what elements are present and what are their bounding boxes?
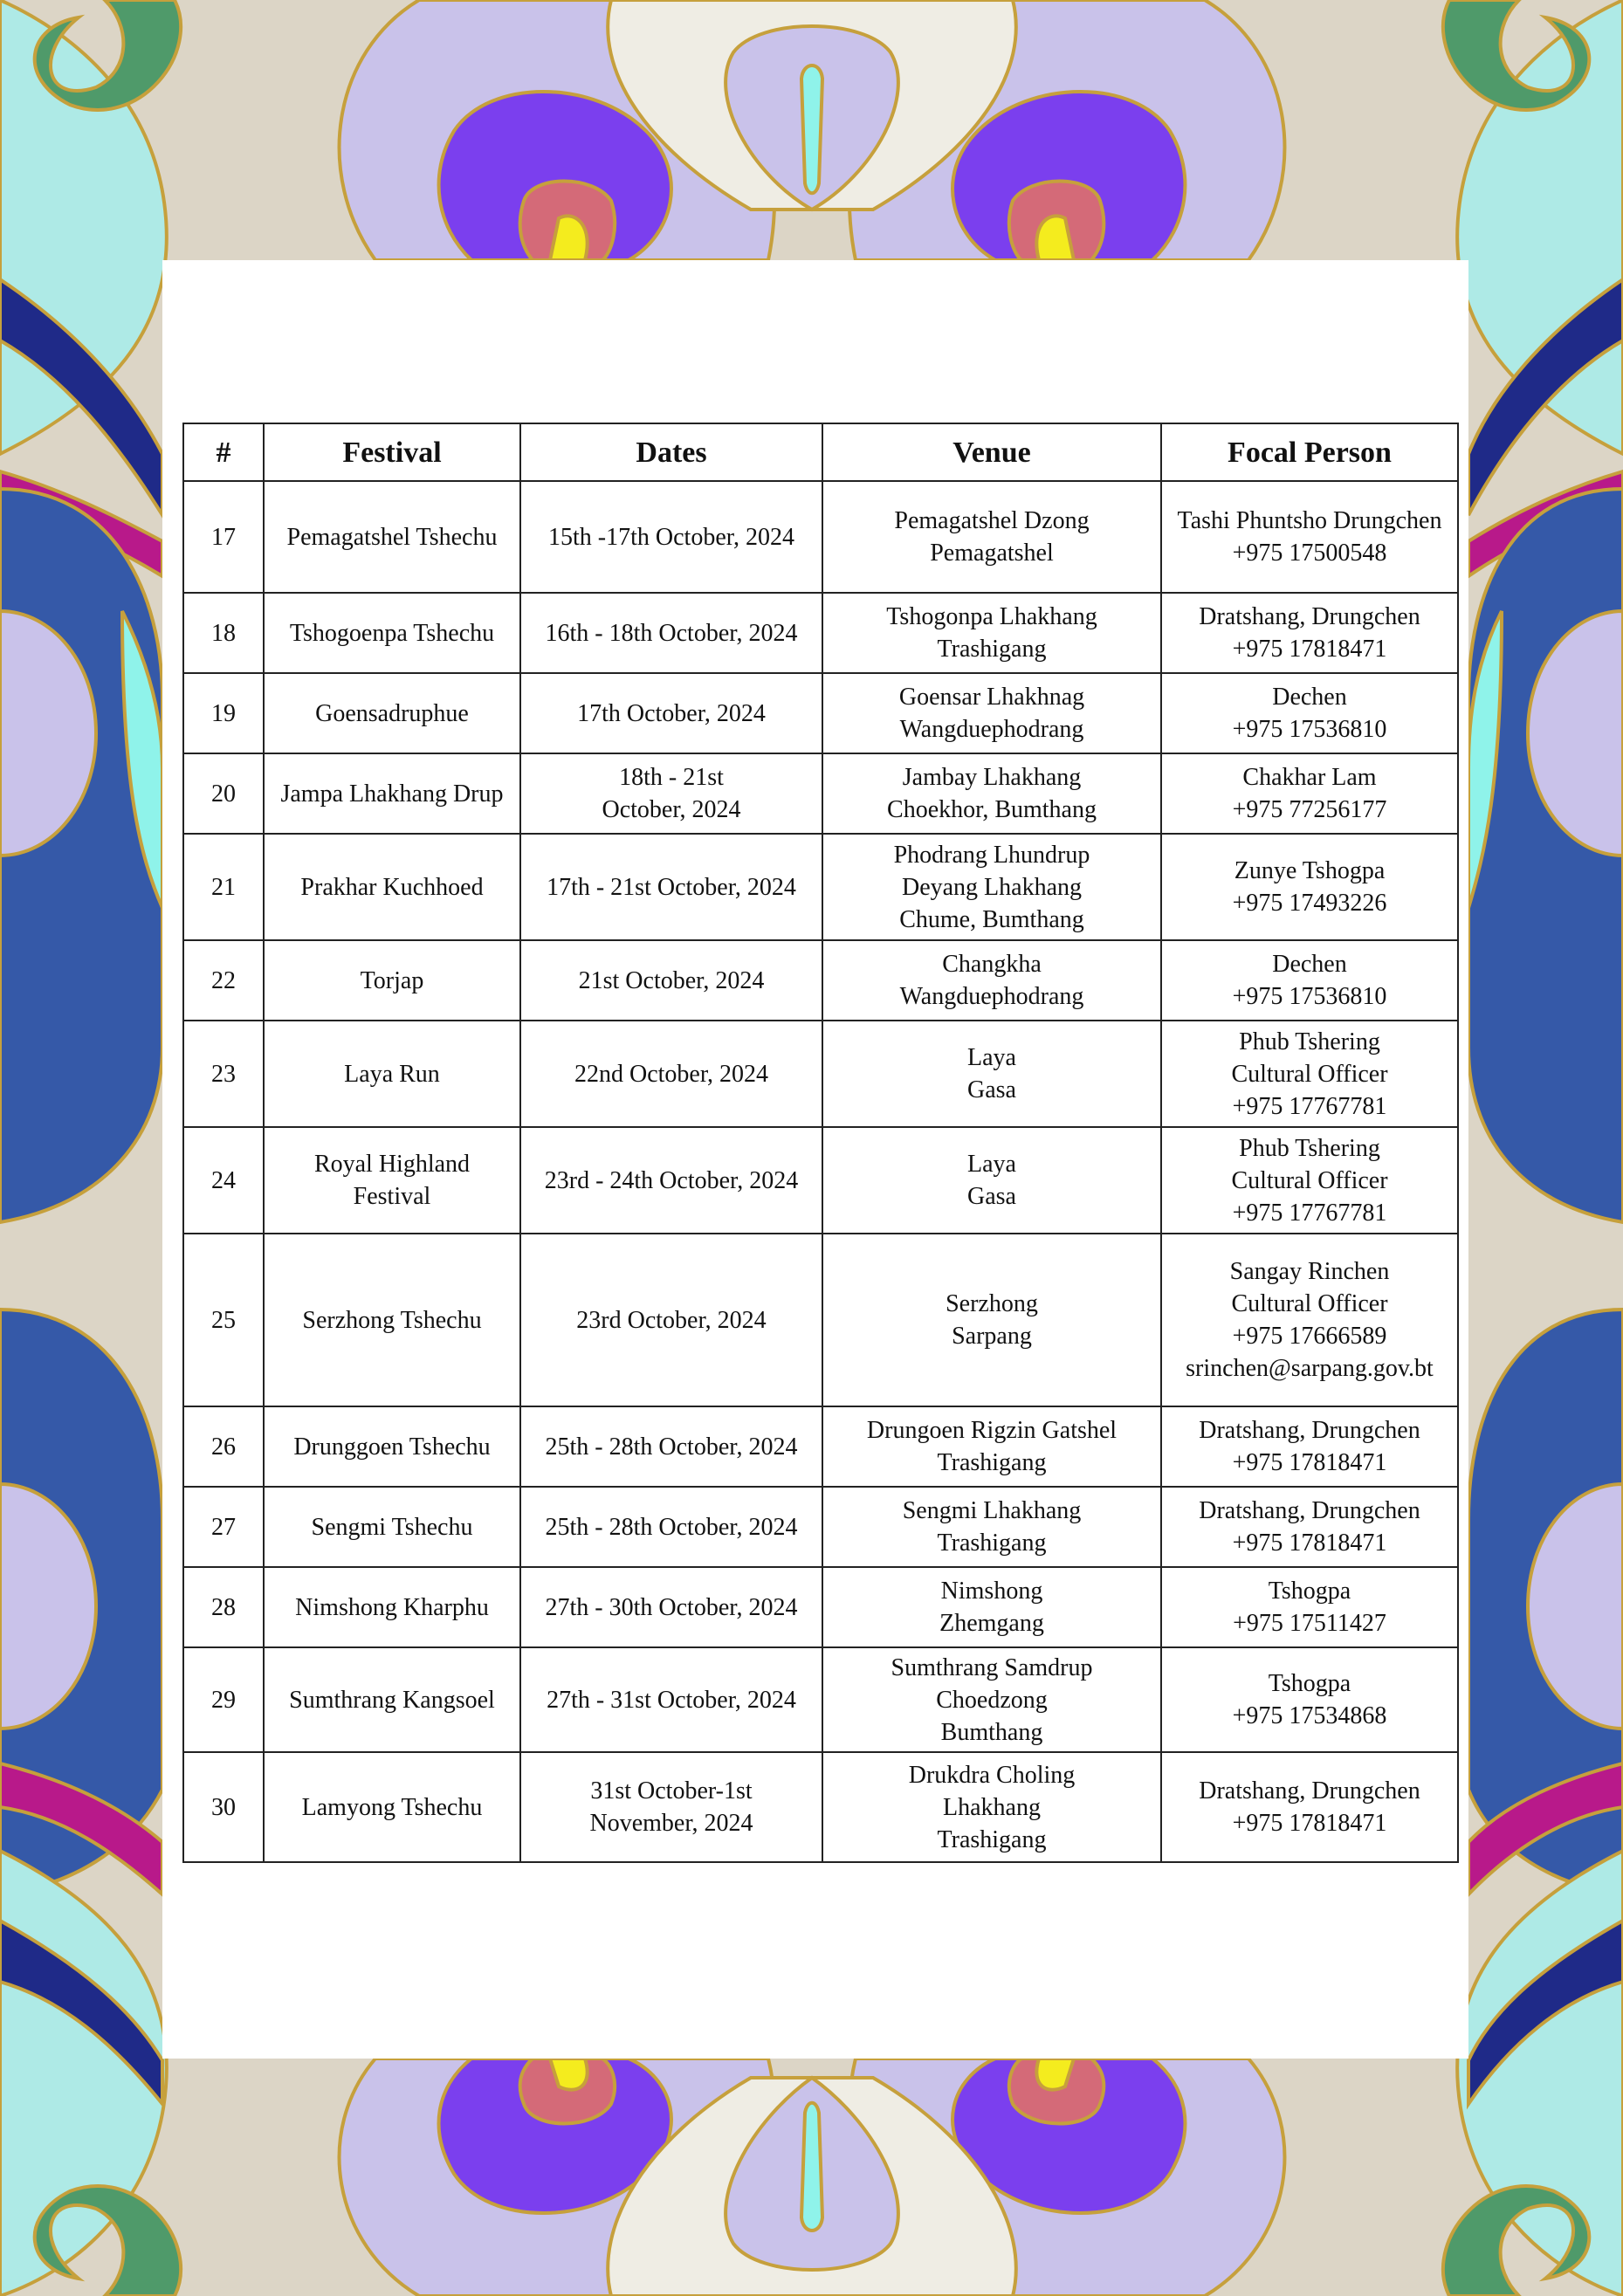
focal-person-line: Zunye Tshogpa bbox=[1234, 857, 1386, 884]
festival-venue-line: Serzhong bbox=[946, 1290, 1038, 1317]
table-row bbox=[183, 1234, 1458, 1406]
festival-venue bbox=[822, 1127, 1161, 1234]
festival-venue-line: Lhakhang bbox=[943, 1793, 1041, 1821]
festival-name-line: Torjap bbox=[360, 966, 424, 994]
table-row bbox=[183, 1567, 1458, 1647]
festival-venue-line: Trashigang bbox=[937, 1449, 1047, 1476]
focal-person bbox=[1161, 753, 1458, 834]
row-number: 29 bbox=[183, 1647, 264, 1752]
festival-dates bbox=[520, 940, 822, 1021]
festival-venue-line: Bumthang bbox=[940, 1718, 1043, 1746]
header-number: # bbox=[183, 423, 264, 481]
festival-venue-line: Sumthrang Samdrup bbox=[891, 1653, 1093, 1681]
festival-venue bbox=[822, 481, 1161, 593]
table-row bbox=[183, 1127, 1458, 1234]
focal-person bbox=[1161, 673, 1458, 753]
festival-venue-line: Choekhor, Bumthang bbox=[887, 796, 1097, 823]
festival-venue-line: Gasa bbox=[967, 1183, 1016, 1210]
festival-name bbox=[264, 940, 520, 1021]
row-number: 21 bbox=[183, 834, 264, 940]
focal-person-line: Tashi Phuntsho Drungchen bbox=[1177, 507, 1442, 534]
festival-name bbox=[264, 1127, 520, 1234]
header-festival: Festival bbox=[264, 423, 520, 481]
focal-person-line: +975 17536810 bbox=[1232, 983, 1387, 1010]
focal-person bbox=[1161, 834, 1458, 940]
focal-person-line: +975 77256177 bbox=[1232, 796, 1387, 823]
festival-venue bbox=[822, 673, 1161, 753]
festival-name bbox=[264, 1647, 520, 1752]
festival-venue-line: Jambay Lhakhang bbox=[902, 764, 1082, 791]
festival-dates-line: 27th - 31st October, 2024 bbox=[547, 1686, 796, 1714]
focal-person bbox=[1161, 1406, 1458, 1487]
focal-person-line: Dechen bbox=[1272, 684, 1347, 711]
festival-venue-line: Laya bbox=[967, 1151, 1016, 1178]
festival-venue bbox=[822, 940, 1161, 1021]
festival-name bbox=[264, 834, 520, 940]
festival-dates-line: 31st October-1st bbox=[590, 1777, 753, 1804]
festival-venue bbox=[822, 1406, 1161, 1487]
festival-dates bbox=[520, 1567, 822, 1647]
festival-venue-line: Tshogonpa Lhakhang bbox=[886, 603, 1097, 630]
festival-name-line: Sengmi Tshechu bbox=[311, 1513, 473, 1541]
festival-name-line: Festival bbox=[353, 1183, 431, 1210]
header-venue: Venue bbox=[822, 423, 1161, 481]
header-focal-person: Focal Person bbox=[1161, 423, 1458, 481]
festival-name-line: Tshogoenpa Tshechu bbox=[289, 619, 495, 647]
focal-person-line: +975 17534868 bbox=[1232, 1702, 1387, 1729]
festival-venue bbox=[822, 1234, 1161, 1406]
festival-dates-line: 17th October, 2024 bbox=[577, 699, 766, 727]
focal-person bbox=[1161, 1487, 1458, 1567]
focal-person bbox=[1161, 481, 1458, 593]
festival-name-line: Royal Highland bbox=[313, 1151, 471, 1178]
festival-name-line: Pemagatshel Tshechu bbox=[286, 523, 498, 551]
festival-dates bbox=[520, 753, 822, 834]
festival-venue-line: Sarpang bbox=[952, 1323, 1032, 1350]
table-row bbox=[183, 481, 1458, 593]
festival-venue-line: Drukdra Choling bbox=[908, 1761, 1076, 1789]
focal-person-line: Tshogpa bbox=[1268, 1578, 1351, 1605]
festival-dates-line: 25th - 28th October, 2024 bbox=[545, 1513, 798, 1541]
table-row bbox=[183, 1752, 1458, 1862]
focal-person-line: Dratshang, Drungchen bbox=[1199, 1497, 1420, 1524]
festival-venue-line: Zhemgang bbox=[939, 1610, 1044, 1637]
festival-venue bbox=[822, 1567, 1161, 1647]
festival-name bbox=[264, 1567, 520, 1647]
festival-name bbox=[264, 1021, 520, 1127]
festival-venue bbox=[822, 834, 1161, 940]
white-content-panel bbox=[162, 260, 1468, 2059]
festival-dates-line: 16th - 18th October, 2024 bbox=[545, 619, 798, 647]
row-number: 19 bbox=[183, 673, 264, 753]
table-row bbox=[183, 940, 1458, 1021]
festival-name-line: Serzhong Tshechu bbox=[302, 1306, 482, 1334]
focal-person-line: +975 17818471 bbox=[1232, 1449, 1387, 1476]
focal-person-line: +975 17511427 bbox=[1233, 1610, 1386, 1637]
festival-dates bbox=[520, 834, 822, 940]
festival-venue-line: Chume, Bumthang bbox=[899, 905, 1084, 933]
festival-dates-line: October, 2024 bbox=[602, 796, 741, 823]
festival-venue-line: Wangduephodrang bbox=[899, 983, 1084, 1010]
festival-dates-line: 23rd - 24th October, 2024 bbox=[544, 1166, 799, 1194]
festival-venue-line: Nimshong bbox=[940, 1578, 1043, 1605]
festival-dates bbox=[520, 1406, 822, 1487]
festival-dates bbox=[520, 481, 822, 593]
festival-venue-line: Phodrang Lhundrup bbox=[893, 841, 1090, 869]
table-row bbox=[183, 834, 1458, 940]
festival-dates-line: 25th - 28th October, 2024 bbox=[545, 1433, 798, 1461]
festival-name bbox=[264, 1234, 520, 1406]
focal-person-line: +975 17666589 bbox=[1232, 1323, 1387, 1350]
festival-dates-line: 15th -17th October, 2024 bbox=[548, 523, 794, 551]
focal-person bbox=[1161, 1647, 1458, 1752]
festival-venue-line: Pemagatshel Dzong bbox=[894, 507, 1090, 534]
focal-person-line: Tshogpa bbox=[1268, 1670, 1351, 1697]
festival-name bbox=[264, 673, 520, 753]
focal-person-line: +975 17818471 bbox=[1232, 1810, 1387, 1837]
festival-name-line: Nimshong Kharphu bbox=[295, 1593, 489, 1621]
focal-person bbox=[1161, 1752, 1458, 1862]
focal-person bbox=[1161, 1234, 1458, 1406]
focal-person-line: +975 17767781 bbox=[1232, 1092, 1387, 1120]
row-number: 28 bbox=[183, 1567, 264, 1647]
festival-name-line: Jampa Lhakhang Drup bbox=[280, 780, 504, 808]
table-row bbox=[183, 753, 1458, 834]
focal-person-line: +975 17818471 bbox=[1232, 636, 1387, 663]
row-number: 30 bbox=[183, 1752, 264, 1862]
festival-venue-line: Sengmi Lhakhang bbox=[902, 1497, 1082, 1524]
focal-person-line: Cultural Officer bbox=[1231, 1290, 1388, 1317]
festival-venue-line: Choedzong bbox=[936, 1686, 1048, 1714]
focal-person bbox=[1161, 1567, 1458, 1647]
festival-dates-line: 23rd October, 2024 bbox=[576, 1306, 767, 1334]
table-header-row bbox=[183, 423, 1458, 481]
focal-person-line: Sangay Rinchen bbox=[1229, 1258, 1390, 1285]
festival-venue-line: Wangduephodrang bbox=[899, 716, 1084, 743]
festival-name bbox=[264, 593, 520, 673]
festival-name-line: Sumthrang Kangsoel bbox=[289, 1686, 495, 1714]
festival-venue-line: Trashigang bbox=[937, 1530, 1047, 1557]
table-row bbox=[183, 1021, 1458, 1127]
festival-dates bbox=[520, 1127, 822, 1234]
focal-person-line: Dechen bbox=[1272, 951, 1347, 978]
festival-name bbox=[264, 1406, 520, 1487]
festival-venue-line: Goensar Lhakhnag bbox=[898, 684, 1085, 711]
festival-venue bbox=[822, 593, 1161, 673]
festival-dates-line: November, 2024 bbox=[589, 1810, 753, 1837]
focal-person-line: Chakhar Lam bbox=[1242, 764, 1377, 791]
focal-person-line: +975 17500548 bbox=[1232, 540, 1387, 567]
table-row bbox=[183, 1647, 1458, 1752]
focal-person-line: Cultural Officer bbox=[1231, 1060, 1388, 1088]
festival-venue bbox=[822, 753, 1161, 834]
festival-dates-line: 22nd October, 2024 bbox=[574, 1060, 769, 1088]
focal-person-line: Cultural Officer bbox=[1231, 1166, 1388, 1194]
table-row bbox=[183, 1487, 1458, 1567]
focal-person-line: +975 17536810 bbox=[1232, 716, 1387, 743]
festival-name bbox=[264, 1752, 520, 1862]
table-row bbox=[183, 673, 1458, 753]
row-number: 27 bbox=[183, 1487, 264, 1567]
festival-schedule-table bbox=[182, 423, 1459, 1863]
festival-name-line: Drunggoen Tshechu bbox=[293, 1433, 491, 1461]
focal-person-line: +975 17493226 bbox=[1232, 890, 1387, 917]
table-body bbox=[183, 481, 1458, 1862]
focal-person-line: Phub Tshering bbox=[1239, 1028, 1380, 1055]
focal-person-line: Dratshang, Drungchen bbox=[1199, 1417, 1420, 1444]
festival-dates bbox=[520, 673, 822, 753]
festival-dates bbox=[520, 1647, 822, 1752]
row-number: 17 bbox=[183, 481, 264, 593]
focal-person bbox=[1161, 1021, 1458, 1127]
festival-name bbox=[264, 481, 520, 593]
festival-venue-line: Laya bbox=[967, 1044, 1016, 1071]
focal-person-line: +975 17767781 bbox=[1232, 1199, 1387, 1227]
festival-venue-line: Trashigang bbox=[937, 636, 1047, 663]
festival-venue-line: Deyang Lhakhang bbox=[901, 873, 1083, 901]
festival-venue bbox=[822, 1021, 1161, 1127]
focal-person-line: Phub Tshering bbox=[1239, 1134, 1380, 1162]
focal-person bbox=[1161, 593, 1458, 673]
row-number: 26 bbox=[183, 1406, 264, 1487]
focal-person-line: Dratshang, Drungchen bbox=[1199, 1777, 1420, 1804]
festival-dates bbox=[520, 1234, 822, 1406]
focal-person-line: srinchen@sarpang.gov.bt bbox=[1186, 1355, 1434, 1382]
row-number: 24 bbox=[183, 1127, 264, 1234]
festival-name-line: Prakhar Kuchhoed bbox=[300, 873, 484, 901]
festival-name-line: Goensadruphue bbox=[315, 699, 469, 727]
festival-name-line: Laya Run bbox=[344, 1060, 440, 1088]
festival-venue-line: Gasa bbox=[967, 1076, 1016, 1103]
focal-person bbox=[1161, 1127, 1458, 1234]
festival-dates bbox=[520, 1487, 822, 1567]
festival-dates-line: 21st October, 2024 bbox=[578, 966, 765, 994]
table-row bbox=[183, 1406, 1458, 1487]
festival-venue-line: Drungoen Rigzin Gatshel bbox=[866, 1417, 1118, 1444]
festival-dates-line: 17th - 21st October, 2024 bbox=[547, 873, 796, 901]
table-row bbox=[183, 593, 1458, 673]
festival-dates-line: 27th - 30th October, 2024 bbox=[545, 1593, 798, 1621]
festival-dates bbox=[520, 1021, 822, 1127]
row-number: 18 bbox=[183, 593, 264, 673]
festival-name bbox=[264, 1487, 520, 1567]
festival-name bbox=[264, 753, 520, 834]
festival-venue bbox=[822, 1752, 1161, 1862]
festival-name-line: Lamyong Tshechu bbox=[301, 1793, 483, 1821]
festival-venue bbox=[822, 1487, 1161, 1567]
row-number: 22 bbox=[183, 940, 264, 1021]
festival-dates-line: 18th - 21st bbox=[619, 764, 724, 791]
focal-person-line: +975 17818471 bbox=[1232, 1530, 1387, 1557]
header-dates: Dates bbox=[520, 423, 822, 481]
focal-person bbox=[1161, 940, 1458, 1021]
festival-dates bbox=[520, 1752, 822, 1862]
festival-venue-line: Trashigang bbox=[937, 1825, 1047, 1853]
focal-person-line: Dratshang, Drungchen bbox=[1199, 603, 1420, 630]
row-number: 20 bbox=[183, 753, 264, 834]
festival-venue-line: Pemagatshel bbox=[930, 540, 1054, 567]
festival-dates bbox=[520, 593, 822, 673]
row-number: 25 bbox=[183, 1234, 264, 1406]
row-number: 23 bbox=[183, 1021, 264, 1127]
festival-venue bbox=[822, 1647, 1161, 1752]
festival-venue-line: Changkha bbox=[942, 951, 1042, 978]
